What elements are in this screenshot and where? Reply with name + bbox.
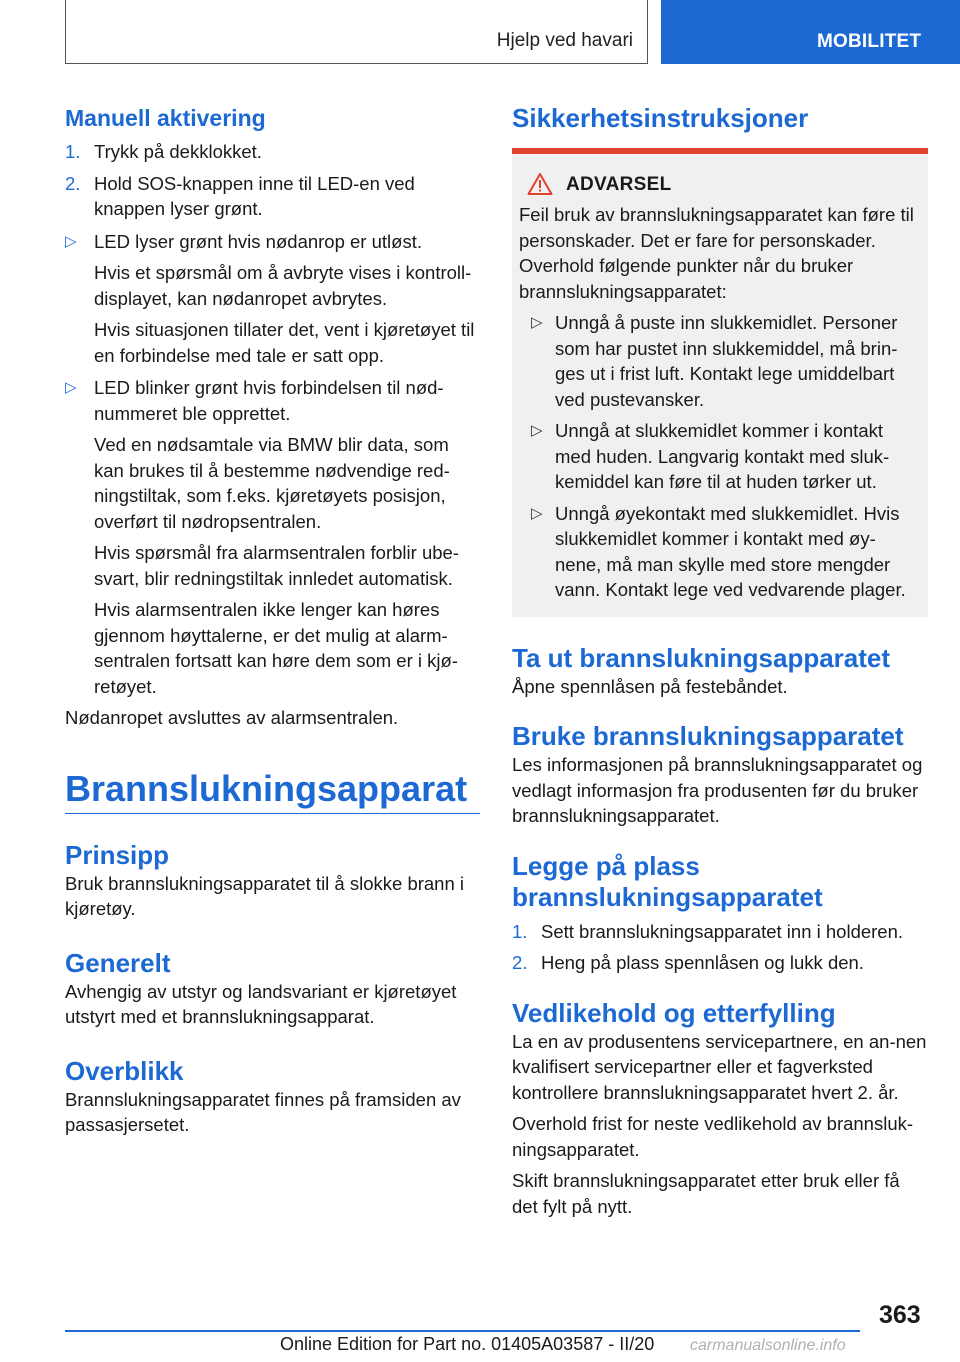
step-number: 1.: [65, 141, 81, 162]
bullet-triangle-icon: ▷: [65, 379, 77, 396]
use-heading: Bruke brannslukningsapparatet: [512, 721, 904, 751]
safety-heading: Sikkerhetsinstruksjoner: [512, 103, 809, 133]
warning-triangle-icon: [527, 172, 553, 196]
place-heading: Legge på plass brannslukningsapparatet: [512, 850, 823, 912]
bullet-paragraph: Ved en nødsamtale via BMW blir data, som kan brukes til å bestemme nødvendige red-ningstiltak, som f.eks. kjøretøyets posisjon, overført til nødropsentralen.: [94, 434, 450, 532]
left-column: [65, 100, 480, 1138]
bullet-triangle-icon: ▷: [531, 422, 543, 439]
bullet-item: [65, 375, 480, 699]
header-section-box: [65, 0, 648, 64]
warning-bullet: [519, 501, 921, 603]
maintenance-heading: Vedlikehold og etterfylling: [512, 997, 836, 1028]
bullet-text: LED blinker grønt hvis forbindelsen til nød-nummeret ble opprettet.: [94, 377, 444, 424]
maintenance-paragraph: La en av produsentens servicepartnere, en an-nen kvalifisert servicepartner eller et fagverksted kontrollere brannslukningsapparatet hvert 2. år.: [512, 1030, 927, 1103]
overview-text: Brannslukningsapparatet finnes på framsiden av passasjersetet.: [65, 1088, 461, 1135]
right-column: [512, 100, 928, 1219]
bullet-item: [65, 229, 480, 369]
step-number: 1.: [512, 920, 528, 942]
step-item: [512, 919, 928, 945]
main-heading: Brannslukningsapparat: [65, 767, 468, 809]
main-heading-block: [65, 767, 480, 814]
step-text: Hold SOS-knappen inne til LED-en ved knappen lyser grønt.: [94, 172, 415, 219]
bullet-triangle-icon: ▷: [531, 504, 543, 522]
takeout-text: Åpne spennlåsen på festebåndet.: [512, 675, 788, 697]
step-number: 2.: [512, 952, 528, 973]
step-text: Heng på plass spennlåsen og lukk den.: [541, 952, 864, 973]
manual-activation-heading: Manuell aktivering: [65, 105, 266, 131]
warning-bullet-text: Unngå øyekontakt med slukkemidlet. Hvis slukkemidlet kommer i kontakt med øy-nene, må man skylle med store mengder vann. Kontakt lege ved vedvarende plager.: [555, 502, 906, 600]
bullet-triangle-icon: ▷: [531, 314, 543, 331]
maintenance-paragraph: Overhold frist for neste vedlikehold av brannsluk-ningsapparatet.: [512, 1113, 914, 1160]
header-section-title: Hjelp ved havari: [496, 30, 633, 51]
warning-label: ADVARSEL: [566, 174, 672, 195]
chapter-tab[interactable]: MOBILITET: [661, 0, 960, 64]
warning-bullet: [519, 310, 921, 412]
footer-divider: [65, 1330, 860, 1332]
step-item: [65, 139, 480, 165]
bullet-paragraph: Hvis situasjonen tillater det, vent i kjøretøyet til en forbindelse med tale er satt opp.: [94, 319, 475, 366]
page-number: 363: [879, 1301, 921, 1329]
use-text: Les informasjonen på brannslukningsapparatet og vedlagt informasjon fra produsenten før du bruker brannslukningsapparatet.: [512, 754, 923, 826]
takeout-heading: Ta ut brannslukningsapparatet: [512, 642, 891, 673]
warning-bullet-text: Unngå at slukkemidlet kommer i kontakt med huden. Langvarig kontakt med sluk-kemiddel kan føre til at huden tørker ut.: [555, 420, 890, 492]
general-text: Avhengig av utstyr og landsvariant er kjøretøyet utstyrt med et brannslukningsapparat.: [65, 980, 457, 1027]
edition-text: Online Edition for Part no. 01405A03587 - II/20: [280, 1334, 655, 1354]
principle-heading: Prinsipp: [65, 839, 170, 870]
closing-text: Nødanropet avsluttes av alarmsentralen.: [65, 707, 399, 728]
step-item: [65, 171, 480, 222]
bullet-text: LED lyser grønt hvis nødanrop er utløst.: [94, 230, 422, 252]
step-text: Trykk på dekklokket.: [94, 141, 262, 162]
bullet-paragraph: Hvis spørsmål fra alarmsentralen forblir ube-svart, blir redningstiltak innledet automatisk.: [94, 542, 459, 589]
warning-bullet-text: Unngå å puste inn slukkemidlet. Personer som har pustet inn slukkemiddel, må brin-ges ut i frist luft. Kontakt lege umiddelbart ved pustevansker.: [555, 312, 898, 410]
step-item: [512, 950, 928, 976]
watermark: carmanualsonline.info: [690, 1337, 846, 1354]
bullet-paragraph: Hvis alarmsentralen ikke lenger kan høres gjennom høyttalerne, er det mulig at alarm-sentralen fortsatt kan høre dem som er i kjø-retøyet.: [94, 599, 458, 697]
principle-text: Bruk brannslukningsapparatet til å slokke brann i kjøretøy.: [65, 872, 465, 919]
step-number: 2.: [65, 172, 81, 194]
overview-heading: Overblikk: [65, 1055, 184, 1086]
maintenance-paragraph: Skift brannslukningsapparatet etter bruk eller få det fylt på nytt.: [512, 1170, 900, 1217]
bullet-triangle-icon: ▷: [65, 232, 77, 250]
warning-bullet: [519, 418, 921, 495]
warning-text: Feil bruk av brannslukningsapparatet kan føre til personskader. Det er fare for personskader. Overhold følgende punkter når du bruker brannslukningsapparatet:: [519, 204, 914, 302]
step-text: Sett brannslukningsapparatet inn i holderen.: [541, 920, 904, 942]
warning-box: [512, 148, 928, 617]
bullet-paragraph: Hvis et spørsmål om å avbryte vises i kontroll-displayet, kan nødanropet avbrytes.: [94, 262, 472, 309]
warning-title: [519, 172, 921, 202]
general-heading: Generelt: [65, 947, 171, 978]
